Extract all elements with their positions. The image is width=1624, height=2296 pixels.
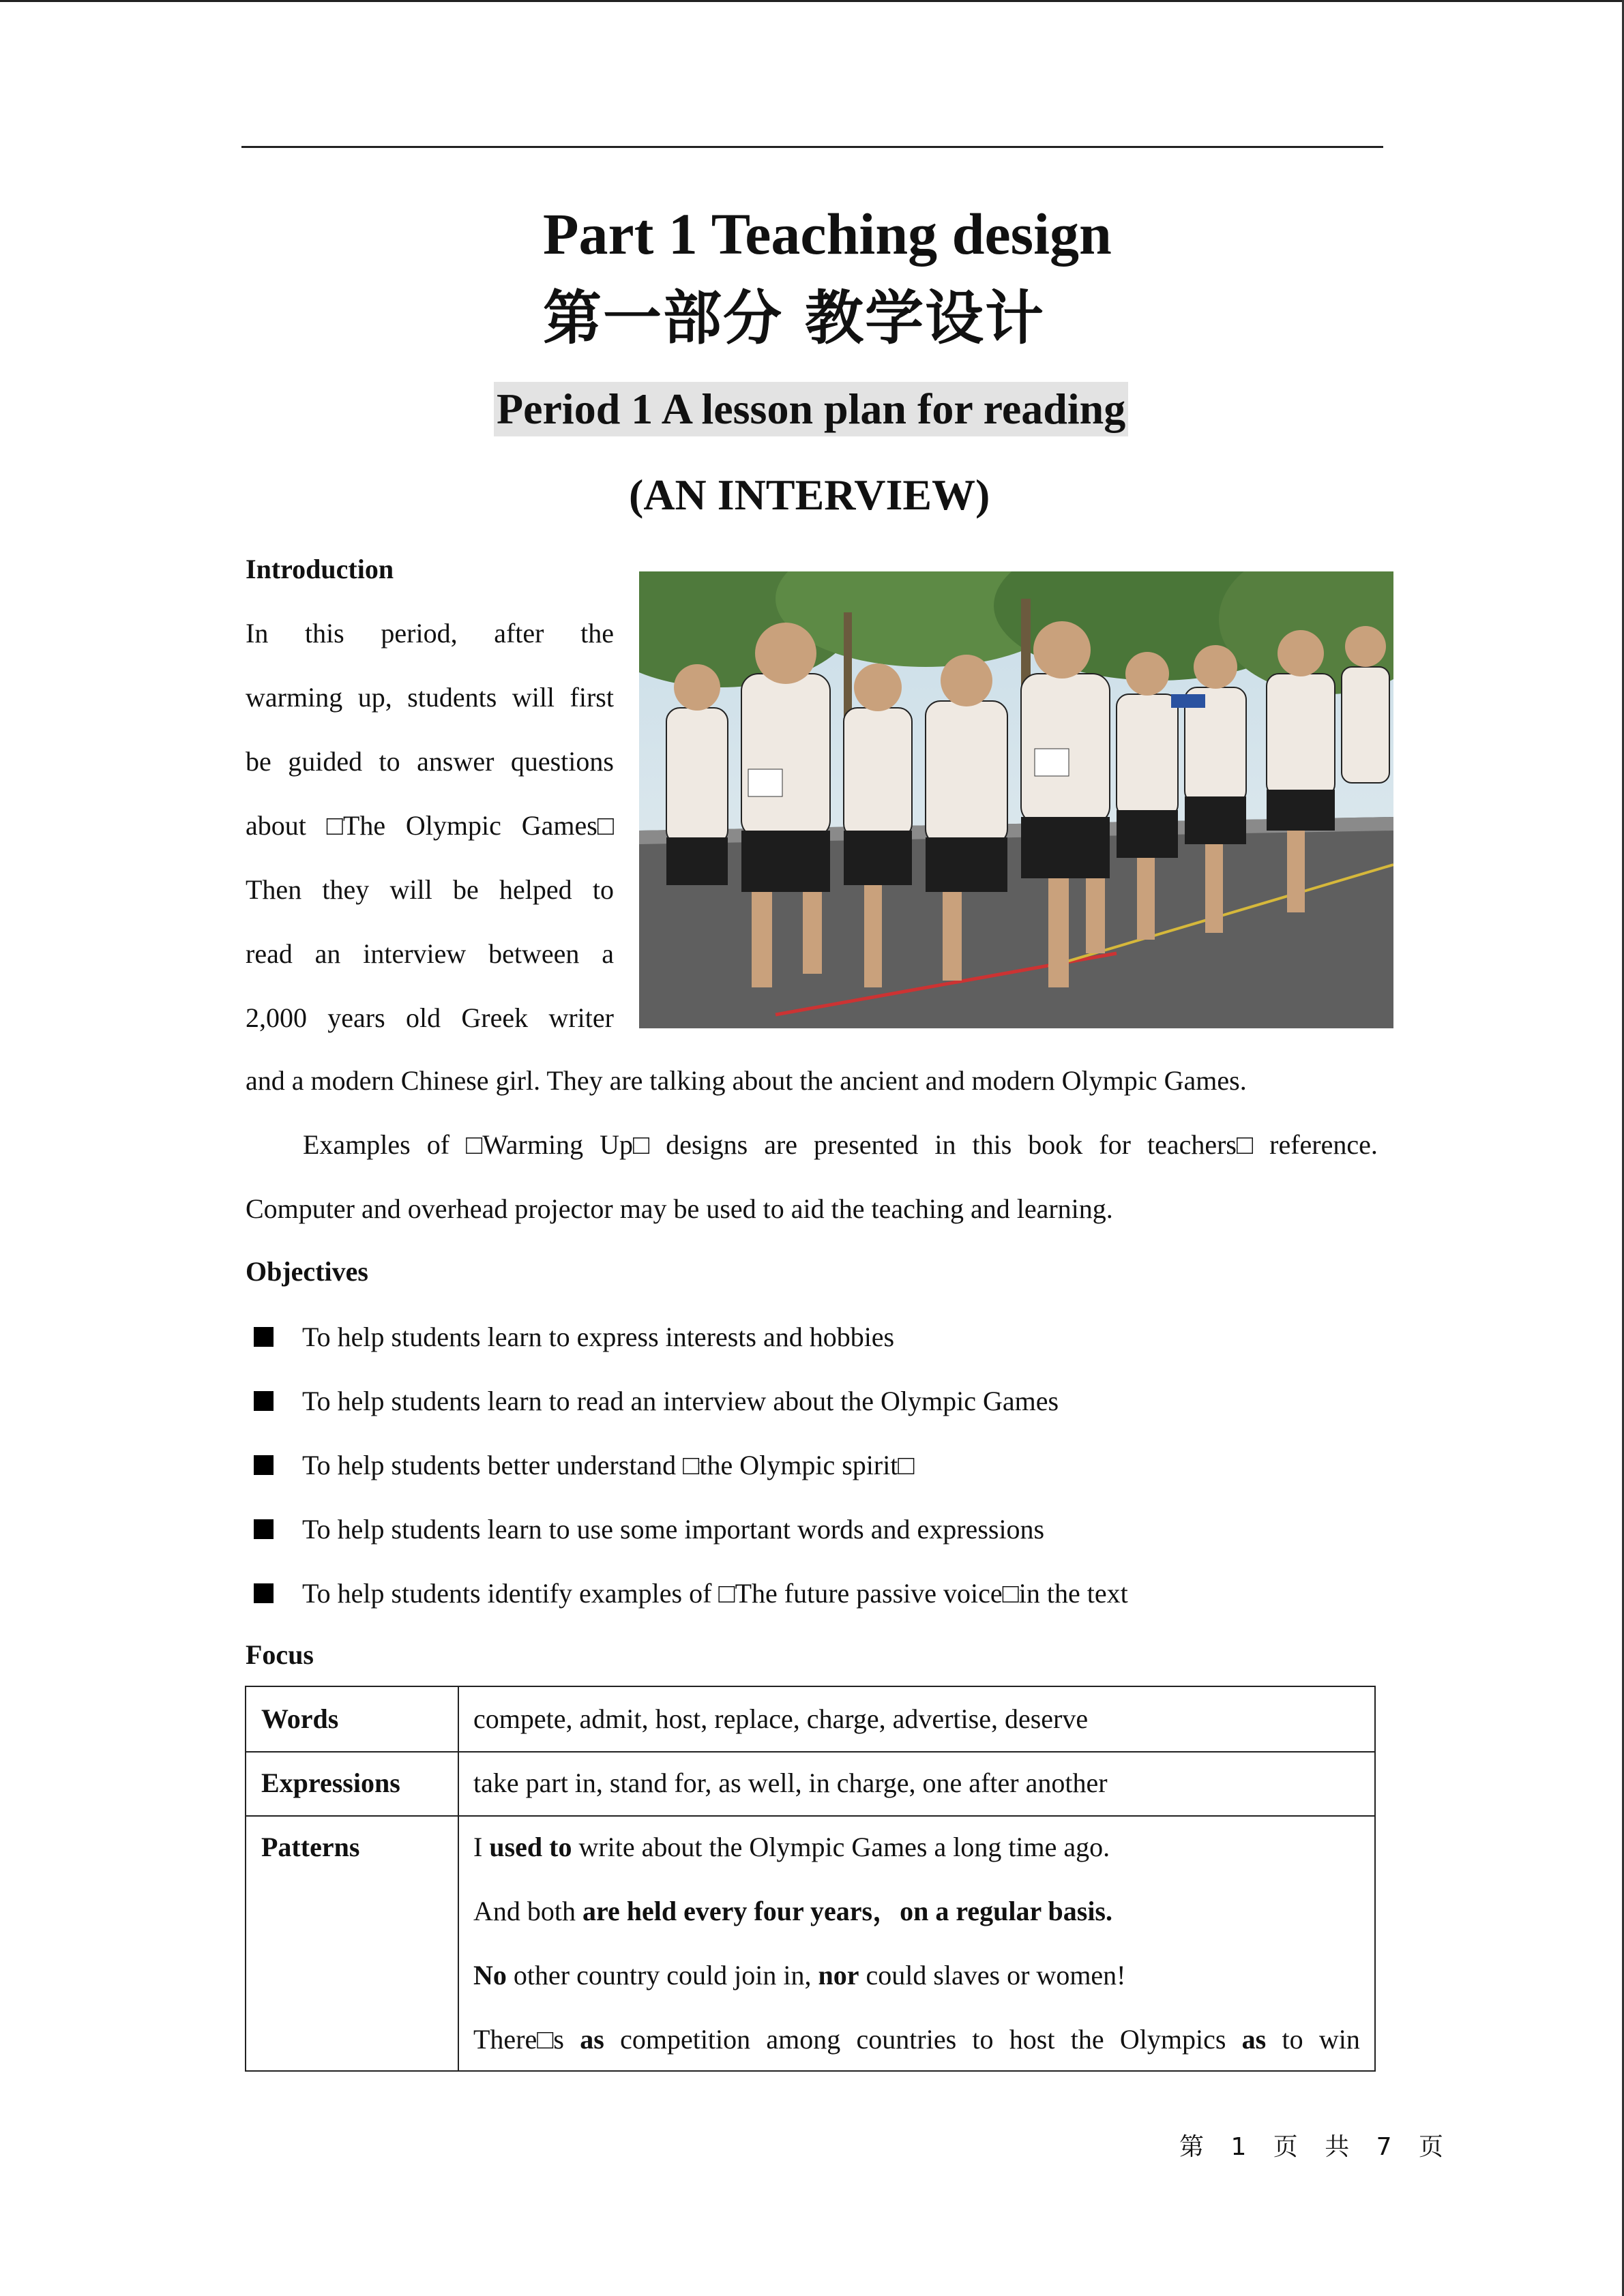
- objective-item: [246, 1320, 894, 1354]
- objective-text: To help students learn to express interests and hobbies: [302, 1322, 895, 1352]
- pattern-2-text: And both: [473, 1896, 582, 1926]
- pattern-3: [473, 1958, 1126, 1993]
- intro-word: guided: [288, 746, 363, 777]
- page-top-border: [0, 0, 1624, 2]
- objective-item: [246, 1577, 1128, 1611]
- para2-word: presented: [814, 1129, 919, 1160]
- pattern-2-bold: are held every four years，on a regular basis.: [582, 1896, 1112, 1926]
- para2-word: this: [972, 1129, 1012, 1160]
- intro-word: questions: [510, 746, 614, 777]
- intro-word: up,: [357, 682, 392, 713]
- pattern-1: [473, 1830, 1110, 1864]
- pattern-4: [473, 2023, 1360, 2057]
- header-rule: [241, 146, 1383, 148]
- intro-word: this: [304, 618, 344, 648]
- objective-text: To help students learn to read an interview about the Olympic Games: [302, 1386, 1059, 1416]
- intro-word: Greek: [461, 1002, 529, 1033]
- bullet-square-icon: [254, 1519, 274, 1539]
- pattern-1-text: I: [473, 1832, 490, 1862]
- pattern-4-word: among: [766, 2024, 841, 2055]
- pattern-3-text: other country could join in,: [506, 1960, 818, 1991]
- intro-word: the: [580, 618, 614, 648]
- intro-word: they: [322, 874, 370, 905]
- pattern-4-word: the: [1070, 2024, 1104, 2055]
- pattern-4-word: as: [1241, 2024, 1267, 2055]
- intro-line: [246, 745, 614, 779]
- intro-word: Olympic: [405, 810, 501, 841]
- bullet-square-icon: [254, 1455, 274, 1475]
- bullet-square-icon: [254, 1583, 274, 1603]
- pattern-4-word: to: [1282, 2024, 1303, 2055]
- intro-line: [246, 1001, 614, 1035]
- intro-word: Games□: [521, 810, 614, 841]
- intro-word: first: [570, 682, 614, 713]
- objective-text: To help students identify examples of □The future passive voice□in the text: [302, 1578, 1128, 1609]
- intro-line-full: and a modern Chinese girl. They are talking about the ancient and modern Olympic Games.: [246, 1065, 1247, 1096]
- intro-word: □The: [326, 810, 386, 841]
- table-row-divider: [246, 1815, 1374, 1817]
- intro-word: years: [327, 1002, 385, 1033]
- pattern-3-bold-nor: nor: [818, 1960, 859, 1991]
- focus-heading: Focus: [246, 1639, 314, 1670]
- para2-word: Up□: [600, 1129, 650, 1160]
- table-column-divider: [458, 1687, 459, 2070]
- expressions-value: take part in, stand for, as well, in charge, one after another: [473, 1768, 1108, 1798]
- intro-word: be: [453, 874, 479, 905]
- patterns-label: Patterns: [261, 1832, 360, 1862]
- para2-word: reference.: [1269, 1129, 1378, 1160]
- intro-word: interview: [363, 938, 467, 969]
- pattern-1-text-end: write about the Olympic Games a long time ago.: [572, 1832, 1110, 1862]
- intro-word: between: [488, 938, 580, 969]
- para2-word: of: [426, 1129, 450, 1160]
- introduction-heading: Introduction: [246, 554, 394, 584]
- table-row-divider: [246, 1751, 1374, 1753]
- intro-word: old: [406, 1002, 441, 1033]
- page-title: Part 1 Teaching design: [543, 201, 1112, 267]
- pattern-4-word: There□s: [473, 2024, 564, 2055]
- runners-photo: [639, 571, 1393, 1028]
- intro-word: an: [314, 938, 341, 969]
- words-label: Words: [261, 1703, 339, 1734]
- pattern-4-word: countries: [856, 2024, 957, 2055]
- section-subtitle-interview: (AN INTERVIEW): [629, 471, 990, 519]
- intro-word: period,: [381, 618, 458, 648]
- page-number-footer: 第 1 页 共 7 页: [1179, 2133, 1453, 2161]
- bullet-square-icon: [254, 1391, 274, 1411]
- words-value: compete, admit, host, replace, charge, advertise, deserve: [473, 1703, 1089, 1734]
- pattern-4-word: host: [1009, 2024, 1055, 2055]
- intro-line: [246, 937, 614, 971]
- pattern-3-bold-no: No: [473, 1960, 507, 1991]
- page-title-chinese: 第一部分 教学设计: [543, 284, 1045, 353]
- intro-word: to: [379, 746, 400, 777]
- intro-paragraph-2-line-2: Computer and overhead projector may be used to aid the teaching and learning.: [246, 1193, 1113, 1224]
- intro-line: [246, 873, 614, 907]
- para2-word: teachers□: [1147, 1129, 1254, 1160]
- para2-word: □Warming: [466, 1129, 584, 1160]
- pattern-2: [473, 1894, 1112, 1928]
- bullet-square-icon: [254, 1327, 274, 1347]
- intro-word: to: [592, 874, 614, 905]
- intro-word: students: [407, 682, 497, 713]
- intro-word: helped: [499, 874, 572, 905]
- pattern-4-word: Olympics: [1119, 2024, 1226, 2055]
- pattern-4-word: win: [1318, 2024, 1360, 2055]
- objective-item: [246, 1384, 1059, 1418]
- objective-text: To help students better understand □the Olympic spirit□: [302, 1450, 915, 1480]
- pattern-3-text-end: could slaves or women!: [859, 1960, 1126, 1991]
- pattern-4-word: to: [972, 2024, 994, 2055]
- pattern-1-bold: used to: [489, 1832, 572, 1862]
- objectives-heading: Objectives: [246, 1256, 368, 1287]
- intro-word: about: [246, 810, 306, 841]
- intro-word: will: [512, 682, 555, 713]
- intro-word: will: [389, 874, 432, 905]
- para2-word: book: [1028, 1129, 1083, 1160]
- para2-word: Examples: [303, 1129, 411, 1160]
- intro-line: [246, 681, 614, 715]
- intro-line: [246, 809, 614, 843]
- focus-table: [245, 1686, 1376, 2072]
- section-subtitle: Period 1 A lesson plan for reading: [494, 382, 1128, 436]
- intro-word: read: [246, 938, 293, 969]
- intro-word: after: [494, 618, 544, 648]
- expressions-label: Expressions: [261, 1768, 400, 1798]
- intro-word: be: [246, 746, 271, 777]
- objective-item: [246, 1512, 1044, 1547]
- objective-item: [246, 1448, 915, 1482]
- intro-word: In: [246, 618, 269, 648]
- intro-word: writer: [548, 1002, 614, 1033]
- intro-line: [246, 616, 614, 651]
- objective-text: To help students learn to use some important words and expressions: [302, 1514, 1045, 1545]
- pattern-4-word: as: [580, 2024, 604, 2055]
- para2-word: designs: [666, 1129, 748, 1160]
- para2-word: for: [1099, 1129, 1131, 1160]
- intro-word: 2,000: [246, 1002, 307, 1033]
- intro-word: a: [602, 938, 614, 969]
- para2-word: in: [934, 1129, 956, 1160]
- pattern-4-word: competition: [620, 2024, 751, 2055]
- intro-paragraph-2-line-1: [303, 1128, 1378, 1162]
- intro-word: warming: [246, 682, 343, 713]
- intro-word: Then: [246, 874, 302, 905]
- intro-word: answer: [417, 746, 494, 777]
- para2-word: are: [764, 1129, 798, 1160]
